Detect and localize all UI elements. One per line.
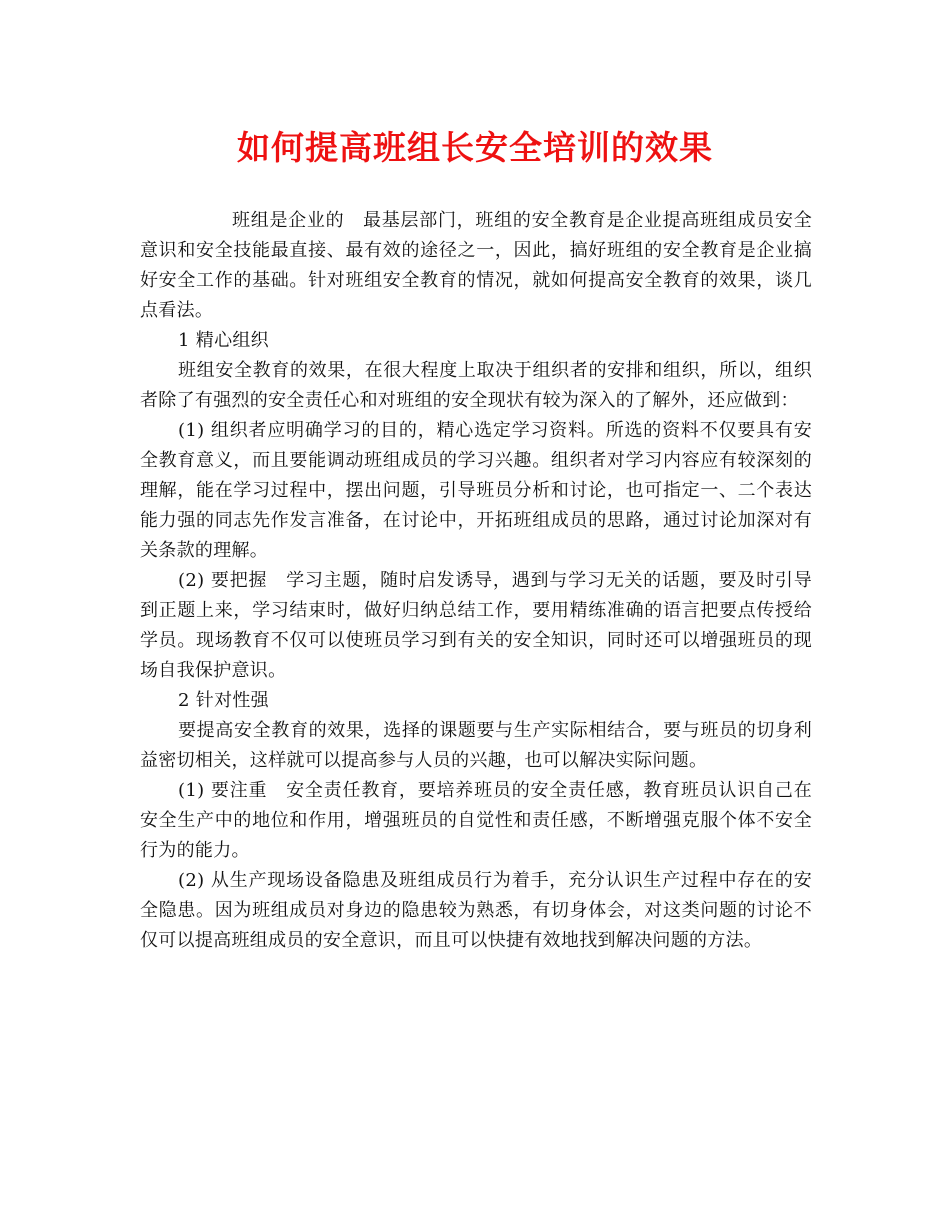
paragraph: (1) 要注重 安全责任教育，要培养班员的安全责任感，教育班员认识自己在安全生产中的地位和作用，增强班员的自觉性和责任感，不断增强克服个体不安全行为的能力。 <box>140 780 812 861</box>
document-body <box>140 206 812 956</box>
paragraph-intro: 班组是企业的 最基层部门，班组的安全教育是企业提高班组成员安全意识和安全技能最直接、最有效的途径之一，因此，搞好班组的安全教育是企业搞好安全工作的基础。针对班组安全教育的情况，就如何提高安全教育的效果，谈几点看法。 <box>140 210 812 321</box>
section-heading-2: 2 针对性强 <box>178 690 269 711</box>
document-title: 如何提高班组长安全培训的效果 <box>237 128 713 167</box>
section-heading-1: 1 精心组织 <box>178 330 269 351</box>
paragraph: 要提高安全教育的效果，选择的课题要与生产实际相结合，要与班员的切身利益密切相关，这样就可以提高参与人员的兴趣，也可以解决实际问题。 <box>140 720 812 771</box>
paragraph: (2) 要把握 学习主题，随时启发诱导，遇到与学习无关的话题，要及时引导到正题上来，学习结束时，做好归纳总结工作，要用精练准确的语言把要点传授给学员。现场教育不仅可以使班员学习到有关的安全知识，同时还可以增强班员的现场自我保护意识。 <box>140 570 812 681</box>
paragraph: (1) 组织者应明确学习的目的，精心选定学习资料。所选的资料不仅要具有安全教育意义，而且要能调动班组成员的学习兴趣。组织者对学习内容应有较深刻的理解，能在学习过程中，摆出问题，引导班员分析和讨论，也可指定一、二个表达能力强的同志先作发言准备，在讨论中，开拓班组成员的思路，通过讨论加深对有关条款的理解。 <box>140 420 812 561</box>
paragraph: 班组安全教育的效果，在很大程度上取决于组织者的安排和组织，所以，组织者除了有强烈的安全责任心和对班组的安全现状有较为深入的了解外，还应做到： <box>140 360 812 411</box>
paragraph: (2) 从生产现场设备隐患及班组成员行为着手，充分认识生产过程中存在的安全隐患。因为班组成员对身边的隐患较为熟悉，有切身体会，对这类问题的讨论不仅可以提高班组成员的安全意识，而且可以快捷有效地找到解决问题的方法。 <box>140 870 812 951</box>
